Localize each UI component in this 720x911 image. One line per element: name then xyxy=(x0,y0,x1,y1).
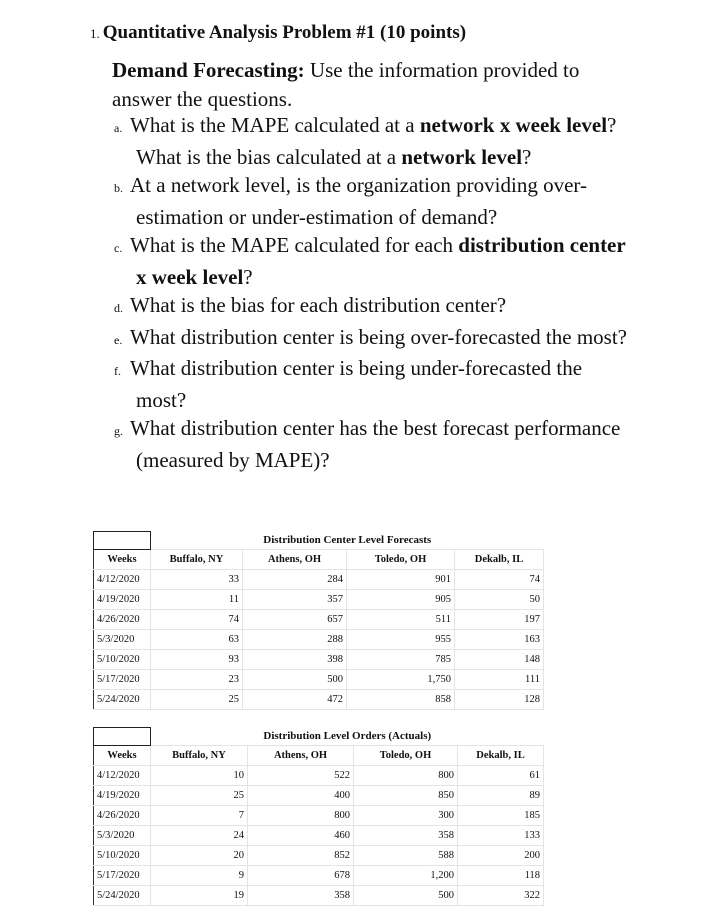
question-text: What is the MAPE calculated for each xyxy=(130,233,459,257)
table-row xyxy=(94,845,544,865)
question-f xyxy=(112,354,632,414)
question-text: What is the bias for each distribution center? xyxy=(130,293,507,317)
value-cell: 19 xyxy=(151,885,248,905)
value-cell: 89 xyxy=(458,785,544,805)
value-cell: 61 xyxy=(458,765,544,785)
table-row xyxy=(94,805,544,825)
column-header: Buffalo, NY xyxy=(151,549,243,569)
question-emphasis: distribution center x week level xyxy=(136,233,626,289)
value-cell: 500 xyxy=(354,885,458,905)
column-header: Weeks xyxy=(94,745,151,765)
week-cell: 5/3/2020 xyxy=(94,825,151,845)
value-cell: 1,750 xyxy=(347,669,455,689)
value-cell: 522 xyxy=(248,765,354,785)
table-header-row xyxy=(94,745,544,765)
intro-topic: Demand Forecasting: xyxy=(112,58,305,82)
value-cell: 24 xyxy=(151,825,248,845)
question-letter: e. xyxy=(114,332,123,347)
value-cell: 10 xyxy=(151,765,248,785)
value-cell: 33 xyxy=(151,569,243,589)
table-row xyxy=(94,649,544,669)
intro-instructions: Use the information provided to answer the questions. xyxy=(112,58,580,111)
week-cell: 5/17/2020 xyxy=(94,669,151,689)
value-cell: 50 xyxy=(455,589,544,609)
value-cell: 322 xyxy=(458,885,544,905)
value-cell: 197 xyxy=(455,609,544,629)
value-cell: 678 xyxy=(248,865,354,885)
week-cell: 5/17/2020 xyxy=(94,865,151,885)
table-row xyxy=(94,609,544,629)
column-header: Dekalb, IL xyxy=(458,745,544,765)
question-text: What distribution center is being over-forecasted the most? xyxy=(130,324,627,349)
value-cell: 133 xyxy=(458,825,544,845)
actuals-table xyxy=(93,727,544,906)
value-cell: 905 xyxy=(347,589,455,609)
value-cell: 148 xyxy=(455,649,544,669)
question-emphasis: network x week level xyxy=(419,113,608,137)
question-text: What distribution center has the best forecast performance (measured by MAPE)? xyxy=(130,416,621,472)
value-cell: 472 xyxy=(243,689,347,709)
question-letter: d. xyxy=(114,301,123,315)
value-cell: 1,200 xyxy=(354,865,458,885)
question-text: ? xyxy=(243,264,253,289)
question-a xyxy=(112,111,632,171)
value-cell: 23 xyxy=(151,669,243,689)
table-row xyxy=(94,689,544,709)
value-cell: 118 xyxy=(458,865,544,885)
question-text: What is the MAPE calculated at a xyxy=(130,113,420,137)
value-cell: 785 xyxy=(347,649,455,669)
week-cell: 4/26/2020 xyxy=(94,609,151,629)
column-header: Buffalo, NY xyxy=(151,745,248,765)
value-cell: 284 xyxy=(243,569,347,589)
value-cell: 460 xyxy=(248,825,354,845)
question-c xyxy=(112,231,632,291)
table-corner-box xyxy=(94,728,151,746)
table-row xyxy=(94,589,544,609)
value-cell: 511 xyxy=(347,609,455,629)
week-cell: 5/10/2020 xyxy=(94,845,151,865)
question-text: ? What is the bias calculated at a xyxy=(136,113,617,169)
week-cell: 5/3/2020 xyxy=(94,629,151,649)
value-cell: 74 xyxy=(455,569,544,589)
table-row xyxy=(94,569,544,589)
value-cell: 25 xyxy=(151,785,248,805)
column-header: Toledo, OH xyxy=(347,549,455,569)
table-row xyxy=(94,629,544,649)
value-cell: 111 xyxy=(455,669,544,689)
question-e xyxy=(112,323,632,355)
value-cell: 358 xyxy=(354,825,458,845)
value-cell: 852 xyxy=(248,845,354,865)
week-cell: 4/12/2020 xyxy=(94,765,151,785)
value-cell: 163 xyxy=(455,629,544,649)
value-cell: 800 xyxy=(354,765,458,785)
question-text: What distribution center is being under-forecasted the most? xyxy=(130,356,583,412)
table-header-row xyxy=(94,549,544,569)
question-letter: g. xyxy=(114,424,123,438)
question-letter: b. xyxy=(114,181,123,195)
value-cell: 901 xyxy=(347,569,455,589)
week-cell: 5/10/2020 xyxy=(94,649,151,669)
value-cell: 93 xyxy=(151,649,243,669)
value-cell: 288 xyxy=(243,629,347,649)
question-letter: f. xyxy=(114,364,121,378)
value-cell: 398 xyxy=(243,649,347,669)
value-cell: 357 xyxy=(243,589,347,609)
question-text: ? xyxy=(522,144,532,169)
problem-number: 1. xyxy=(90,26,100,41)
value-cell: 185 xyxy=(458,805,544,825)
value-cell: 858 xyxy=(347,689,455,709)
value-cell: 588 xyxy=(354,845,458,865)
value-cell: 63 xyxy=(151,629,243,649)
value-cell: 500 xyxy=(243,669,347,689)
question-list xyxy=(112,111,632,474)
value-cell: 20 xyxy=(151,845,248,865)
forecast-table xyxy=(93,531,544,710)
problem-intro xyxy=(112,56,632,114)
table-row xyxy=(94,885,544,905)
column-header: Toledo, OH xyxy=(354,745,458,765)
question-g xyxy=(112,414,632,474)
value-cell: 955 xyxy=(347,629,455,649)
value-cell: 74 xyxy=(151,609,243,629)
value-cell: 657 xyxy=(243,609,347,629)
value-cell: 128 xyxy=(455,689,544,709)
question-text: At a network level, is the organization providing over-estimation or under-estimation of demand? xyxy=(130,173,587,229)
week-cell: 5/24/2020 xyxy=(94,689,151,709)
table-row xyxy=(94,785,544,805)
table-row xyxy=(94,765,544,785)
value-cell: 7 xyxy=(151,805,248,825)
table-title: Distribution Center Level Forecasts xyxy=(263,534,432,546)
value-cell: 9 xyxy=(151,865,248,885)
value-cell: 11 xyxy=(151,589,243,609)
value-cell: 850 xyxy=(354,785,458,805)
table-title: Distribution Level Orders (Actuals) xyxy=(263,730,432,742)
value-cell: 358 xyxy=(248,885,354,905)
table-row xyxy=(94,865,544,885)
week-cell: 4/19/2020 xyxy=(94,785,151,805)
column-header: Athens, OH xyxy=(248,745,354,765)
value-cell: 25 xyxy=(151,689,243,709)
value-cell: 200 xyxy=(458,845,544,865)
week-cell: 4/26/2020 xyxy=(94,805,151,825)
week-cell: 5/24/2020 xyxy=(94,885,151,905)
problem-heading xyxy=(90,22,466,44)
table-corner-box xyxy=(94,532,151,550)
value-cell: 800 xyxy=(248,805,354,825)
table-row xyxy=(94,825,544,845)
column-header: Weeks xyxy=(94,549,151,569)
problem-title: Quantitative Analysis Problem #1 (10 points) xyxy=(102,22,467,43)
value-cell: 300 xyxy=(354,805,458,825)
table-row xyxy=(94,669,544,689)
value-cell: 400 xyxy=(248,785,354,805)
question-d xyxy=(112,291,632,323)
column-header: Athens, OH xyxy=(243,549,347,569)
question-b xyxy=(112,171,632,231)
question-letter: c. xyxy=(114,241,123,255)
column-header: Dekalb, IL xyxy=(455,549,544,569)
week-cell: 4/12/2020 xyxy=(94,569,151,589)
week-cell: 4/19/2020 xyxy=(94,589,151,609)
question-emphasis: network level xyxy=(401,144,523,169)
question-letter: a. xyxy=(114,121,123,135)
